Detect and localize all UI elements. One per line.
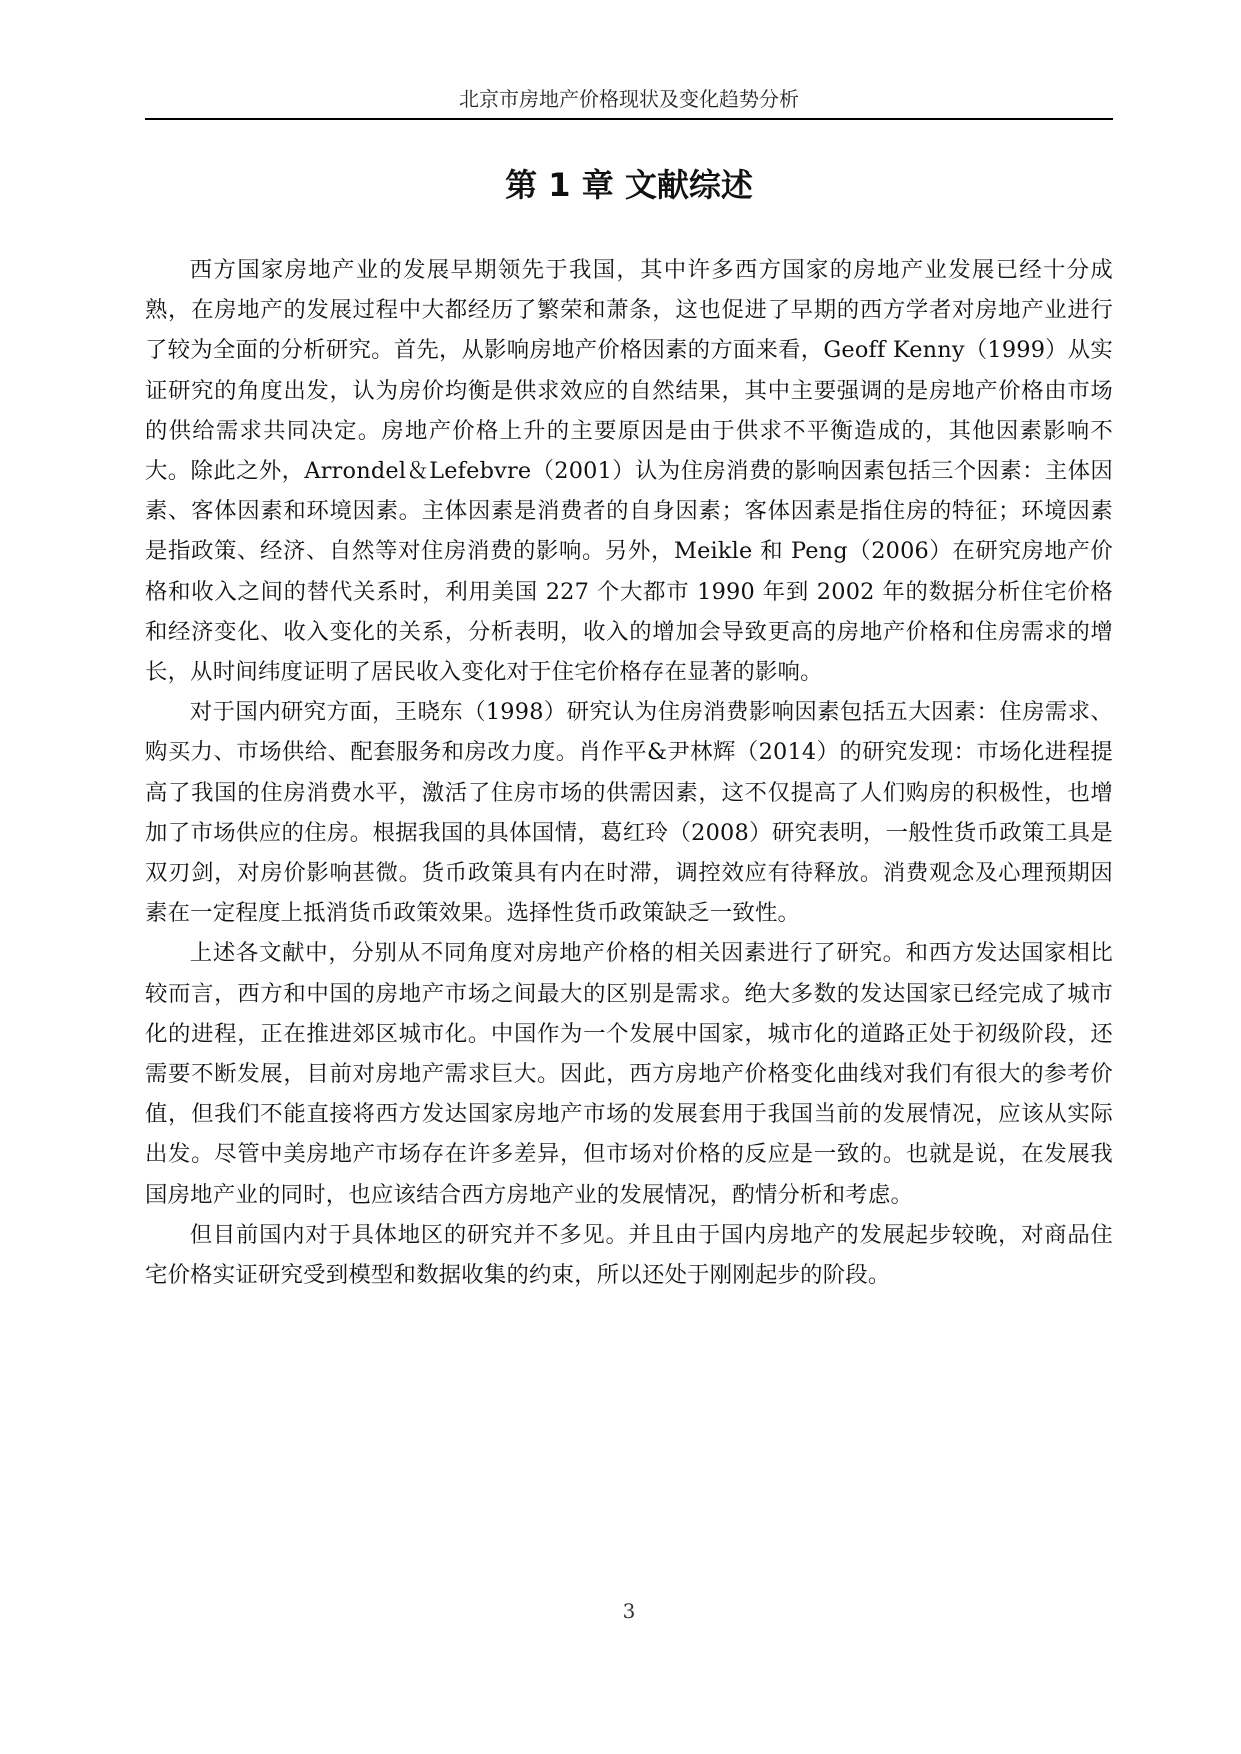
body-text xyxy=(145,250,1113,1295)
running-header: 北京市房地产价格现状及变化趋势分析 xyxy=(459,87,799,111)
chapter-title: 第 1 章 文献综述 xyxy=(505,166,753,204)
paragraph-comparison: 上述各文献中，分别从不同角度对房地产价格的相关因素进行了研究。和西方发达国家相比较而言，西方和中国的房地产市场之间最大的区别是需求。绝大多数的发达国家已经完成了城市化的进程，正在推进郊区城市化。中国作为一个发展中国家，城市化的道路正处于初级阶段，还需要不断发展，目前对房地产需求巨大。因此，西方房地产价格变化曲线对我们有很大的参考价值，但我们不能直接将西方发达国家房地产市场的发展套用于我国当前的发展情况，应该从实际出发。尽管中美房地产市场存在许多差异，但市场对价格的反应是一致的。也就是说，在发展我国房地产业的同时，也应该结合西方房地产业的发展情况，酌情分析和考虑。 xyxy=(145,940,1113,1208)
page-number: 3 xyxy=(622,1599,636,1623)
paragraph-conclusion: 但目前国内对于具体地区的研究并不多见。并且由于国内房地产的发展起步较晚，对商品住宅价格实证研究受到模型和数据收集的约束，所以还处于刚刚起步的阶段。 xyxy=(145,1221,1113,1289)
header-divider xyxy=(145,118,1113,120)
paragraph-western-research: 西方国家房地产业的发展早期领先于我国，其中许多西方国家的房地产业发展已经十分成熟，在房地产的发展过程中大都经历了繁荣和萧条，这也促进了早期的西方学者对房地产业进行了较为全面的分析研究。首先，从影响房地产价格因素的方面来看，Geoff Kenny（1999）从实证研究的角度出发，认为房价均衡是供求效应的自然结果，其中主要强调的是房地产价格由市场的供给需求共同决定。房地产价格上升的主要原因是由于供求不平衡造成的，其他因素影响不大。除此之外，Arrondel＆Lefebvre（2001）认为住房消费的影响因素包括三个因素：主体因素、客体因素和环境因素。主体因素是消费者的自身因素；客体因素是指住房的特征；环境因素是指政策、经济、自然等对住房消费的影响。另外，Meikle 和 Peng（2006）在研究房地产价格和收入之间的替代关系时，利用美国 227 个大都市 1990 年到 2002 年的数据分析住宅价格和经济变化、收入变化的关系，分析表明，收入的增加会导致更高的房地产价格和住房需求的增长，从时间纬度证明了居民收入变化对于住宅价格存在显著的影响。 xyxy=(145,257,1113,686)
paragraph-domestic-research: 对于国内研究方面，王晓东（1998）研究认为住房消费影响因素包括五大因素：住房需求、购买力、市场供给、配套服务和房改力度。肖作平&尹林辉（2014）的研究发现：市场化进程提高了我国的住房消费水平，激活了住房市场的供需因素，这不仅提高了人们购房的积极性，也增加了市场供应的住房。根据我国的具体国情，葛红玲（2008）研究表明，一般性货币政策工具是双刃剑，对房价影响甚微。货币政策具有内在时滞，调控效应有待释放。消费观念及心理预期因素在一定程度上抵消货币政策效果。选择性货币政策缺乏一致性。 xyxy=(145,699,1113,927)
